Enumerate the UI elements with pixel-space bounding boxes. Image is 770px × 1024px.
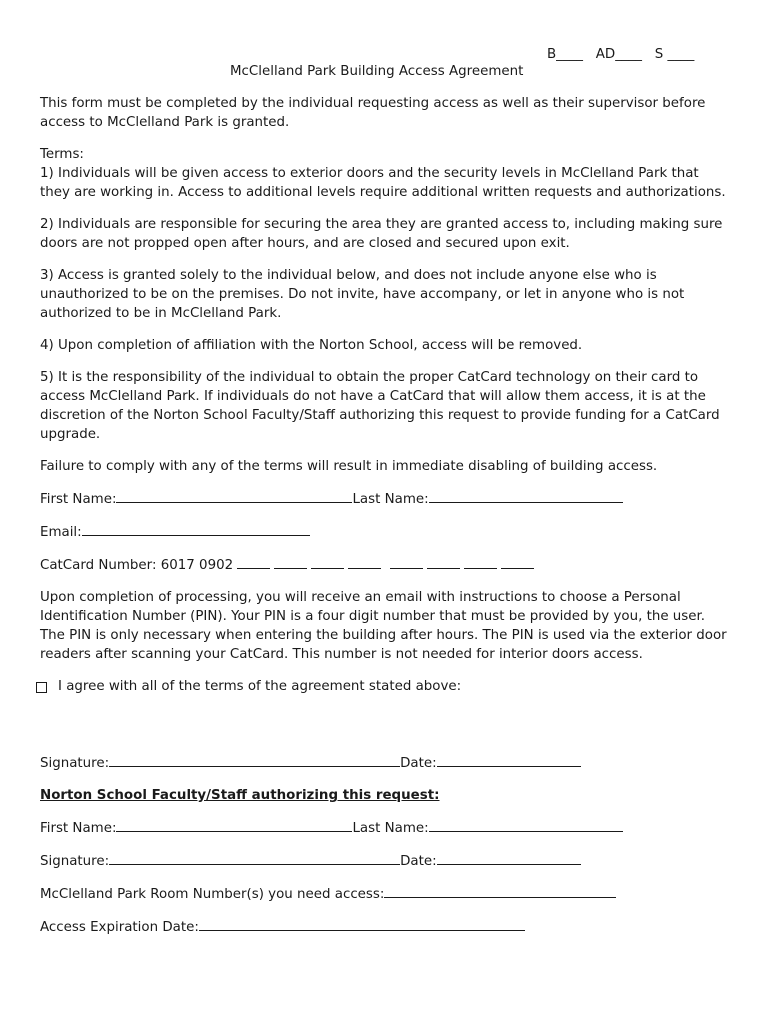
applicant-signature-row — [40, 753, 730, 773]
authorizer-first-name-label: First Name: — [40, 821, 117, 836]
form-body — [40, 94, 730, 950]
applicant-name-row — [40, 489, 730, 509]
agree-checkbox[interactable] — [36, 682, 47, 693]
agree-label: I agree with all of the terms of the agreement stated above: — [58, 679, 462, 694]
expiration-row — [40, 917, 730, 937]
catcard-digit-field[interactable] — [427, 555, 460, 569]
page-title: McClelland Park Building Access Agreement — [230, 64, 524, 79]
term-2: 2) Individuals are responsible for securing the area they are granted access to, including making sure doors are not propped open after hours, and are closed and secured upon exit. — [40, 217, 723, 251]
email-field[interactable] — [82, 522, 310, 536]
catcard-label: CatCard Number: 6017 0902 — [40, 558, 234, 573]
authorizer-signature-label: Signature: — [40, 854, 110, 869]
terms-label: Terms: — [40, 147, 84, 162]
email-row — [40, 522, 730, 542]
term-3: 3) Access is granted solely to the individual below, and does not include anyone else who is unauthorized to be on the premises. Do not invite, have accompany, or let in anyone who is not authorized to be in McClelland Park. — [40, 268, 685, 321]
term-5: 5) It is the responsibility of the individual to obtain the proper CatCard technology on their card to access McClelland Park. If individuals do not have a CatCard that will allow them access, it is at the discretion of the Norton School Faculty/Staff authorizing this request to provide funding for a CatCard upgrade. — [40, 370, 720, 442]
signature-field[interactable] — [109, 753, 400, 767]
authorizer-last-name-field[interactable] — [429, 818, 623, 832]
last-name-label: Last Name: — [352, 492, 429, 507]
pin-info-paragraph: Upon completion of processing, you will receive an email with instructions to choose a Personal Identification Number (PIN). Your PIN is a four digit number that must be provided by you, the user. The PIN is only necessary when entering the building after hours. The PIN is used via the exterior door readers after scanning your CatCard. This number is not needed for interior doors access. — [40, 590, 727, 662]
last-name-field[interactable] — [429, 489, 623, 503]
expiration-date-label: Access Expiration Date: — [40, 920, 199, 935]
expiration-date-field[interactable] — [199, 917, 525, 931]
catcard-digit-field[interactable] — [501, 555, 534, 569]
authorizer-signature-field[interactable] — [109, 851, 400, 865]
room-number-row — [40, 884, 730, 904]
signature-label: Signature: — [40, 756, 110, 771]
date-field[interactable] — [437, 753, 581, 767]
email-label: Email: — [40, 525, 82, 540]
date-label: Date: — [400, 756, 437, 771]
authorizer-date-label: Date: — [400, 854, 437, 869]
room-number-label: McClelland Park Room Number(s) you need access: — [40, 887, 385, 902]
office-use-codes: B____ AD____ S ____ — [547, 47, 695, 62]
term-4: 4) Upon completion of affiliation with the Norton School, access will be removed. — [40, 338, 583, 353]
authorizer-first-name-field[interactable] — [116, 818, 352, 832]
catcard-digit-field[interactable] — [348, 555, 381, 569]
first-name-field[interactable] — [116, 489, 352, 503]
catcard-digit-field[interactable] — [311, 555, 344, 569]
catcard-digit-field[interactable] — [464, 555, 497, 569]
failure-notice: Failure to comply with any of the terms will result in immediate disabling of building access. — [40, 459, 658, 474]
authorizer-heading: Norton School Faculty/Staff authorizing this request: — [40, 788, 440, 803]
first-name-label: First Name: — [40, 492, 117, 507]
authorizer-date-field[interactable] — [437, 851, 581, 865]
catcard-digit-field[interactable] — [274, 555, 307, 569]
catcard-row — [40, 555, 730, 575]
catcard-digit-field[interactable] — [237, 555, 270, 569]
authorizer-signature-row — [40, 851, 730, 871]
agree-row — [40, 677, 730, 696]
catcard-digit-field[interactable] — [390, 555, 423, 569]
authorizer-name-row — [40, 818, 730, 838]
intro-paragraph: This form must be completed by the individual requesting access as well as their supervisor before access to McClelland Park is granted. — [40, 96, 706, 130]
authorizer-last-name-label: Last Name: — [352, 821, 429, 836]
term-1: 1) Individuals will be given access to exterior doors and the security levels in McClelland Park that they are working in. Access to additional levels require additional written requests and authorizations. — [40, 166, 726, 200]
room-number-field[interactable] — [384, 884, 616, 898]
